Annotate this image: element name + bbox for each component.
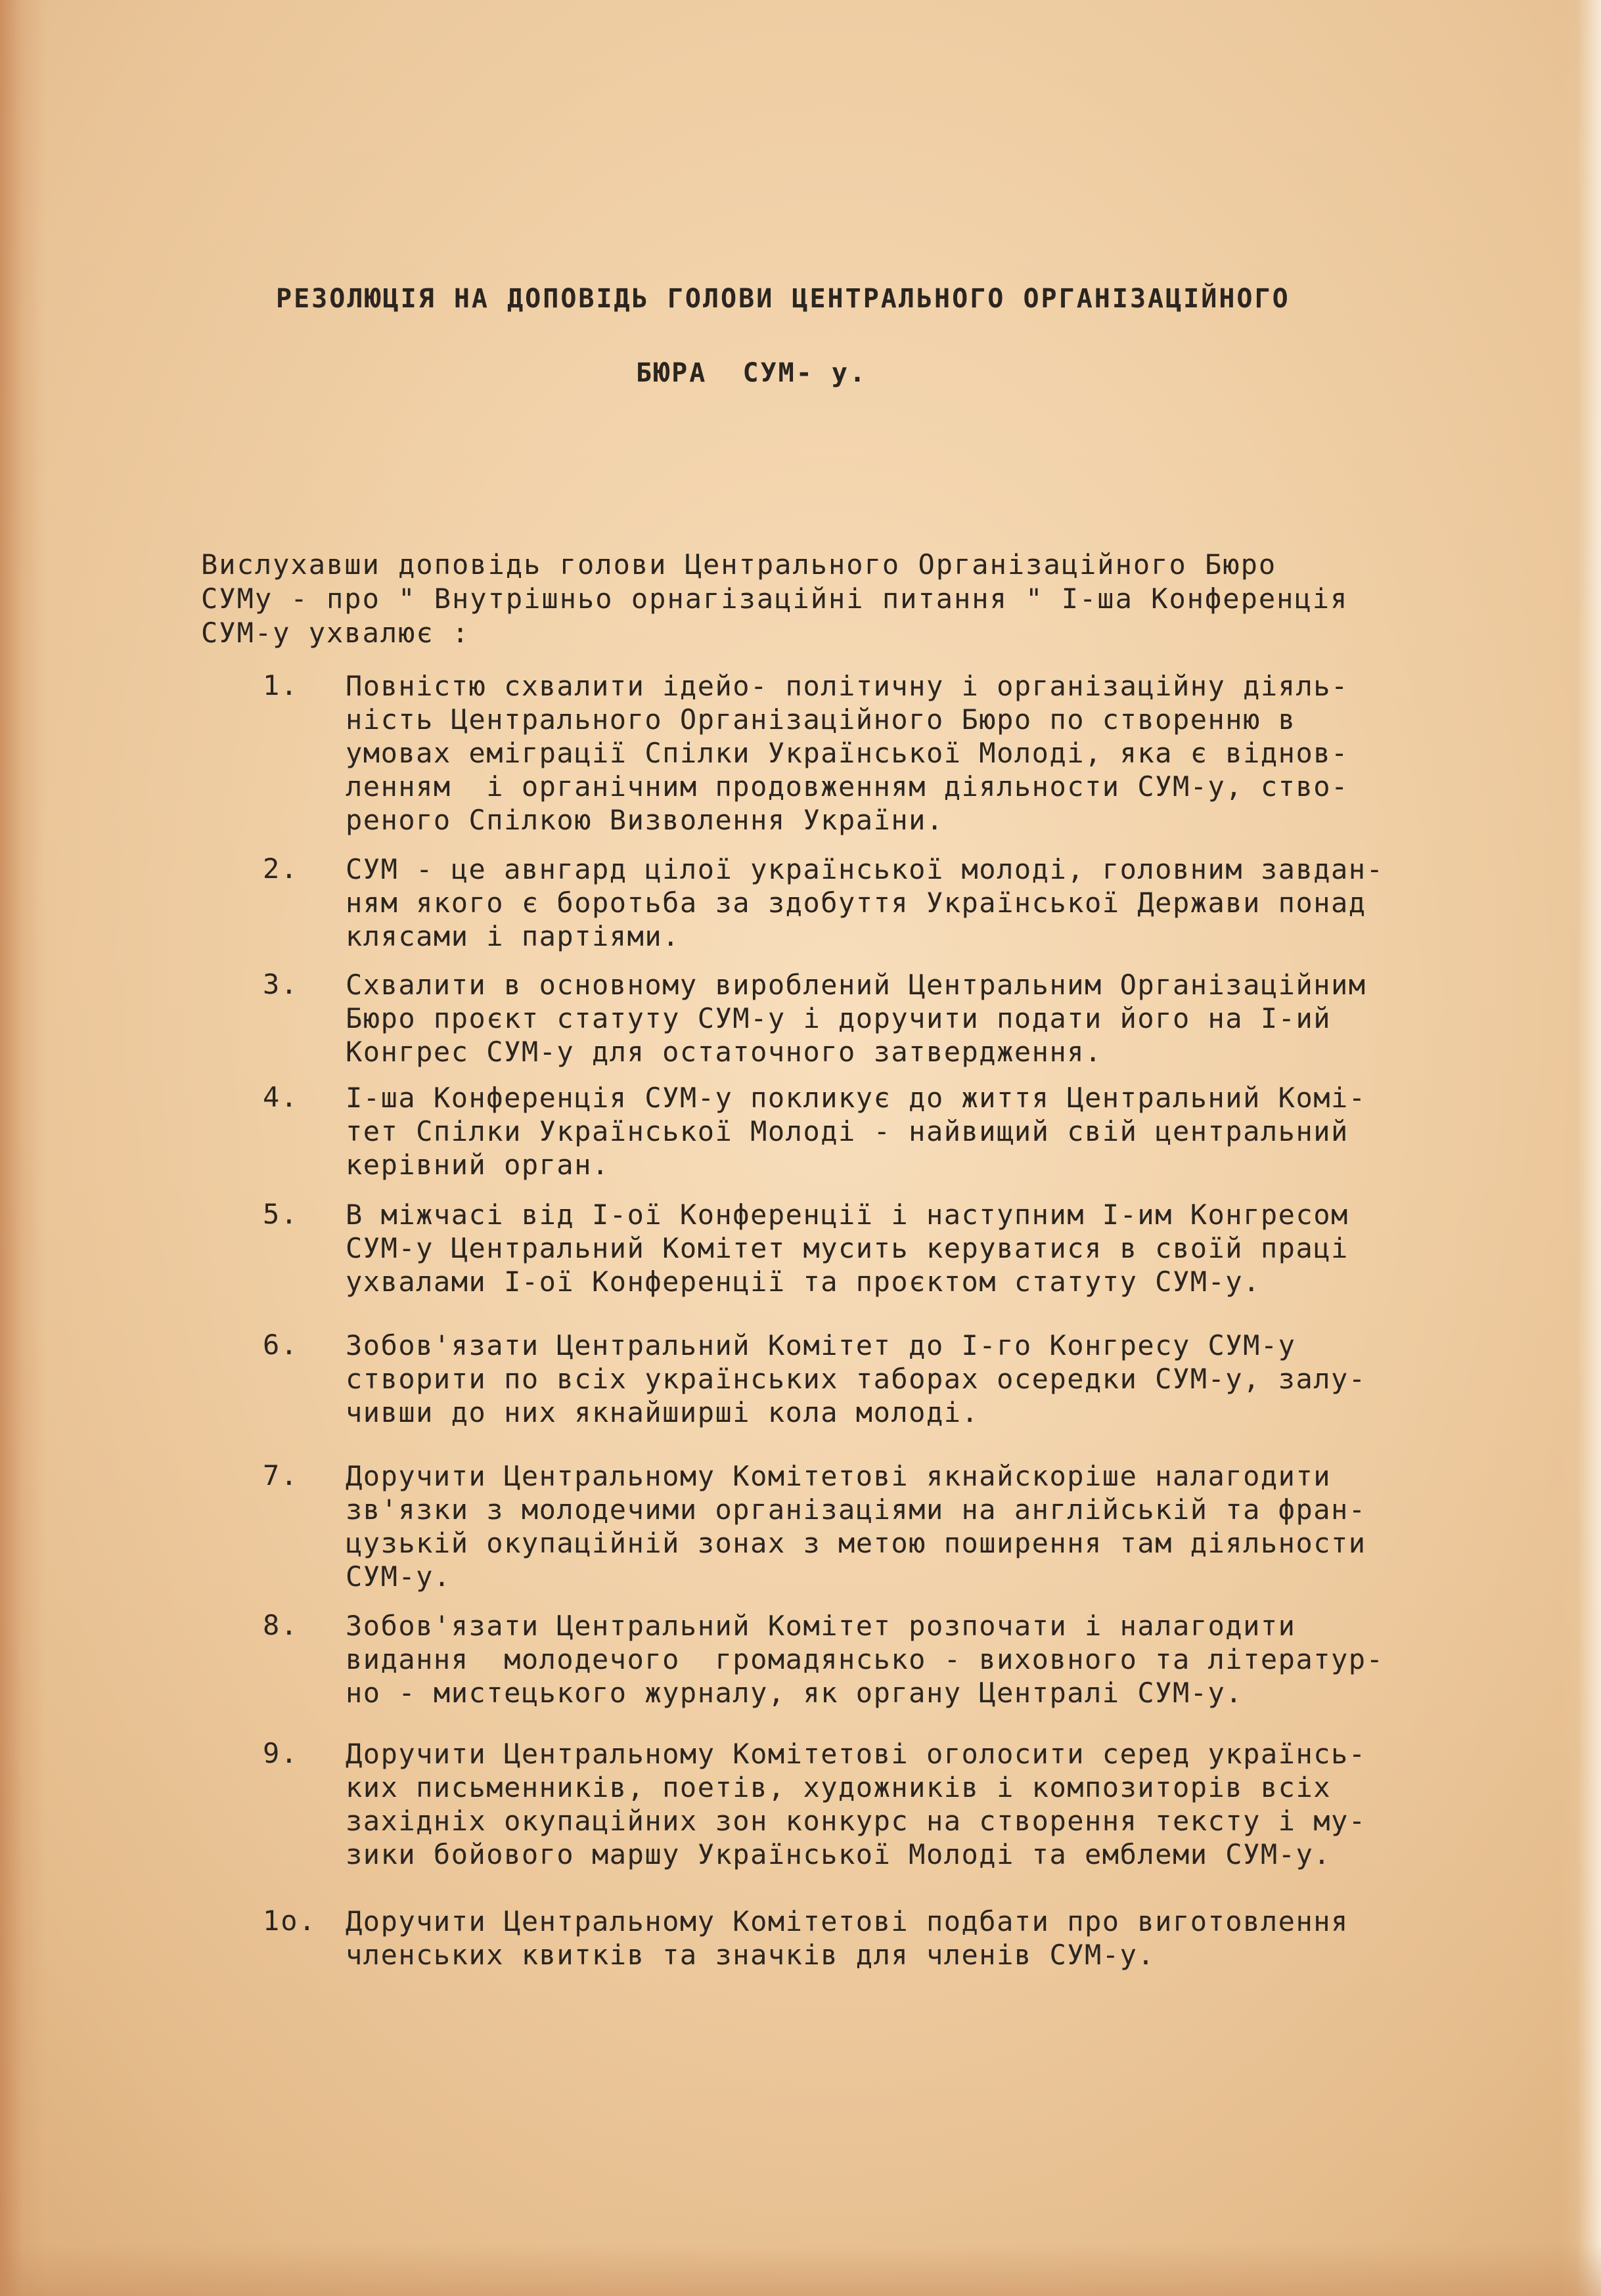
- item-number: 1.: [263, 669, 299, 701]
- item-number: 8.: [263, 1609, 299, 1641]
- item-text: Доручити Центральному Комітетові оголосити серед українсь- ких письменників, поетів, художників і композиторів всіх західніх окупаційних зон конкурс на створення тексту і му- зики бойового маршу Української Молоді та емблеми СУМ-у.: [346, 1738, 1366, 1870]
- item-text: І-ша Конференція СУМ-у покликує до життя Центральний Комі- тет Спілки Української Молоді - найвищий свій центральний керівний орган.: [346, 1082, 1366, 1181]
- item-text: Доручити Центральному Комітетові подбати про виготовлення членських квитків та значків для членів СУМ-у.: [346, 1905, 1349, 1971]
- item-text: Зобов'язати Центральний Комітет до І-го Конгресу СУМ-у створити по всіх українських таборах осередки СУМ-у, залу- чивши до них якнайширші кола молоді.: [346, 1329, 1366, 1428]
- paper-edge-light: [1562, 0, 1601, 2296]
- item-text: Доручити Центральному Комітетові якнайскоріше налагодити зв'язки з молодечими організаціями на англійській та фран- цузькій окупаційній зонах з метою поширення там діяльности СУМ-у.: [346, 1460, 1366, 1593]
- item-text: Повністю схвалити ідейо- політичну і організаційну діяль- ність Центрального Організаційного Бюро по створенню в умовах еміграції Спілки Української Молоді, яка є віднов- ленням і органічним продовженням діяльности СУМ-у, ство- реного Спілкою Визволення України.: [346, 670, 1349, 836]
- item-number: 1о.: [263, 1905, 317, 1937]
- paper-edge-bottom: [0, 2243, 1601, 2296]
- item-number: 9.: [263, 1737, 299, 1769]
- paper-edge-stain: [0, 0, 46, 2296]
- item-text: Схвалити в основному вироблений Центральним Організаційним Бюро проєкт статуту СУМ-у і доручити подати його на І-ий Конгрес СУМ-у для остаточного затвердження.: [346, 969, 1366, 1068]
- item-number: 6.: [263, 1329, 299, 1361]
- item-number: 5.: [263, 1198, 299, 1230]
- document-title-continued: БЮРА СУМ- у.: [636, 358, 868, 388]
- item-number: 4.: [263, 1081, 299, 1113]
- document-title: РЕЗОЛЮЦІЯ НА ДОПОВІДЬ ГОЛОВИ ЦЕНТРАЛЬНОГО ОРГАНІЗАЦІЙНОГО: [276, 284, 1290, 314]
- item-number: 7.: [263, 1459, 299, 1491]
- intro-paragraph: Вислухавши доповідь голови Центрального Організаційного Бюро СУМу - про " Внутрішньо орнагізаційні питання " І-ша Конференція СУМ-у ухвалює :: [201, 548, 1349, 649]
- item-number: 3.: [263, 968, 299, 1000]
- item-text: Зобов'язати Центральний Комітет розпочати і налагодити видання молодечого громадянсько - виховного та літератур- но - мистецького журналу, як органу Централі СУМ-у.: [346, 1610, 1384, 1709]
- item-text: В міжчасі від І-ої Конференції і наступним І-им Конгресом СУМ-у Центральний Комітет мусить керуватися в своїй праці ухвалами І-ої Конференції та проєктом статуту СУМ-у.: [346, 1199, 1349, 1298]
- item-text: СУМ - це авнгард цілої української молоді, головним завдан- ням якого є боротьба за здобуття Української Держави понад клясами і партіями.: [346, 853, 1384, 952]
- item-number: 2.: [263, 852, 299, 885]
